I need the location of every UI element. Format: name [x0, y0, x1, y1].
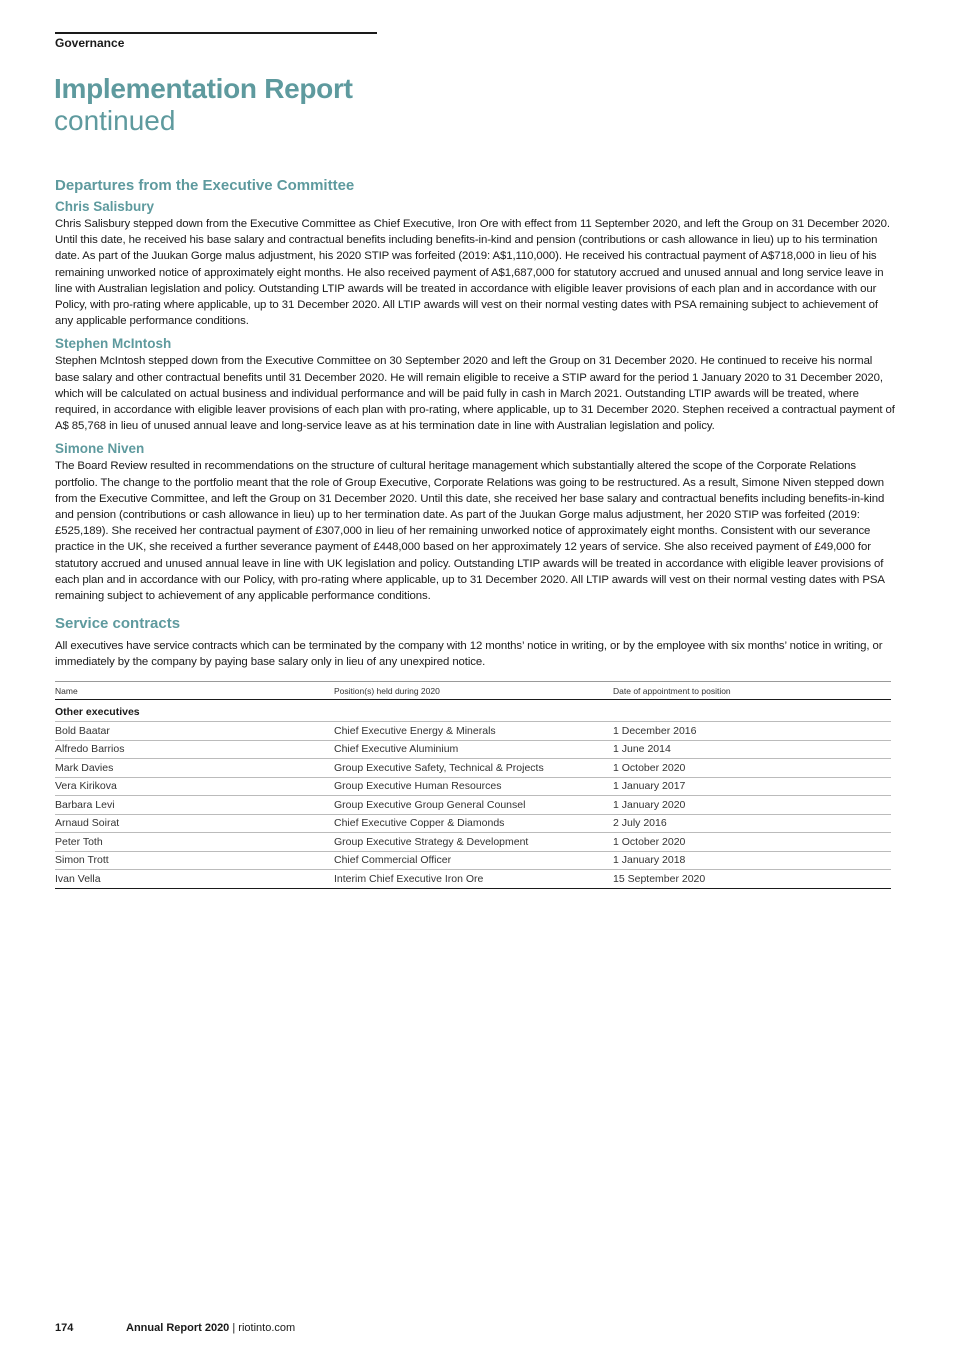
person-name: Stephen McIntosh: [55, 336, 172, 352]
footer-separator: |: [232, 1322, 236, 1334]
page-title: Implementation Report: [54, 73, 353, 104]
cell-position: Group Executive Human Resources: [334, 777, 613, 796]
cell-name: Barbara Levi: [55, 796, 334, 815]
executives-table: [55, 681, 891, 889]
cell-name: Mark Davies: [55, 759, 334, 778]
main-content: [55, 176, 895, 889]
cell-position: Group Executive Strategy & Development: [334, 833, 613, 852]
cell-position: Chief Executive Copper & Diamonds: [334, 814, 613, 833]
table-row: [55, 851, 891, 870]
cell-name: Arnaud Soirat: [55, 814, 334, 833]
table-row: [55, 722, 891, 741]
group-label: Other executives: [55, 699, 891, 722]
table-row: [55, 777, 891, 796]
column-header-position: Position(s) held during 2020: [334, 681, 613, 699]
person-text: The Board Review resulted in recommendations on the structure of cultural heritage management which substantially altered the scope of the Corporate Relations portfolio. The change to the portfolio meant that the role of Group Executive, Corporate Relations was going to be restructured. As a result, Simone Niven stepped down from the Executive Committee, and left the Group on 31 December 2020. Until this date, she received her base salary and contractual benefits including benefits-in-kind and pension (contributions or cash allowance in lieu) up to her termination date. As part of the Juukan Gorge malus adjustment, her 2020 STIP was forfeited (2019: £525,189). She received her contractual payment of £307,000 in lieu of her remaining unworked notice of approximately eight months. Consistent with our severance practice in the UK, she received a further severance payment of £448,000 based on her approximately 12 years of service. She also received payment of £49,000 for statutory accrued and unused annual leave in line with UK legislation and policy. Outstanding LTIP awards will be treated in accordance with eligible leaver provisions of each plan and in accordance with our Policy, with pro-rating where applicable, up to 31 December 2020. All LTIP awards will vest on their normal vesting dates with PSA remaining subject to achievement of any applicable performance conditions.: [55, 460, 885, 603]
cell-date: 1 December 2016: [613, 722, 891, 741]
cell-position: Group Executive Group General Counsel: [334, 796, 613, 815]
cell-date: 1 October 2020: [613, 759, 891, 778]
table-row: [55, 833, 891, 852]
column-header-date: Date of appointment to position: [613, 681, 891, 699]
cell-position: Group Executive Safety, Technical & Projects: [334, 759, 613, 778]
table-row: [55, 796, 891, 815]
cell-position: Chief Executive Aluminium: [334, 740, 613, 759]
person-name: Simone Niven: [55, 441, 145, 457]
person-text: Chris Salisbury stepped down from the Executive Committee as Chief Executive, Iron Ore with effect from 11 September 2020, and left the Group on 31 December 2020. Until this date, he received his base salary and contractual benefits including benefits-in-kind and pension (contributions or cash allowance in lieu) up to his termination date. As part of the Juukan Gorge malus adjustment, his 2020 STIP was forfeited (2019: A$1,110,000). He received his contractual payment of A$718,000 in lieu of his remaining unworked notice of approximately eight months. He also received payment of A$1,687,000 for statutory accrued and unused annual and long service leave in line with Australian legislation and policy. Outstanding LTIP awards will be treated in accordance with eligible leaver provisions of each plan and in accordance with our Policy, with pro-rating where applicable, up to 31 December 2020. All LTIP awards will vest on their normal vesting dates with PSA remaining subject to achievement of any applicable performance conditions.: [55, 218, 890, 328]
cell-date: 1 January 2018: [613, 851, 891, 870]
table-row: [55, 740, 891, 759]
table-row: [55, 814, 891, 833]
footer-site: riotinto.com: [238, 1322, 296, 1334]
page-footer: [55, 1322, 295, 1334]
table-header-row: [55, 681, 891, 699]
page-number: 174: [55, 1322, 74, 1334]
service-heading: Service contracts: [55, 615, 181, 633]
cell-date: 1 January 2017: [613, 777, 891, 796]
cell-date: 1 October 2020: [613, 833, 891, 852]
cell-name: Ivan Vella: [55, 870, 334, 889]
top-rule: [55, 32, 377, 34]
cell-date: 15 September 2020: [613, 870, 891, 889]
cell-name: Vera Kirikova: [55, 777, 334, 796]
cell-name: Alfredo Barrios: [55, 740, 334, 759]
person-name: Chris Salisbury: [55, 199, 155, 214]
person-text: Stephen McIntosh stepped down from the Executive Committee on 30 September 2020 and left the Group on 31 December 2020. He continued to receive his normal base salary and other contractual benefits until 31 December 2020. He will remain eligible to receive a STIP award for the period 1 January 2020 to 31 December 2020, which will be calculated on actual business and individual performance and will be paid fully in cash in March 2021. Outstanding LTIP awards will be treated, where required, in accordance with eligible leaver provisions of each plan with pro-rating, where applicable, up to 31 December 2020. Stephen received a contractual payment of A$ 85,768 in lieu of unused annual leave and long-service leave as at his termination date in line with Australian legislation and policy.: [55, 355, 895, 433]
table-group-row: [55, 699, 891, 722]
cell-position: Interim Chief Executive Iron Ore: [334, 870, 613, 889]
cell-position: Chief Commercial Officer: [334, 851, 613, 870]
table-row: [55, 759, 891, 778]
cell-date: 1 June 2014: [613, 740, 891, 759]
table-row: [55, 870, 891, 889]
page-subtitle: continued: [54, 105, 176, 136]
cell-date: 1 January 2020: [613, 796, 891, 815]
report-name: Annual Report 2020: [126, 1322, 230, 1334]
cell-name: Peter Toth: [55, 833, 334, 852]
section-label: Governance: [55, 36, 125, 50]
cell-date: 2 July 2016: [613, 814, 891, 833]
column-header-name: Name: [55, 681, 334, 699]
cell-name: Simon Trott: [55, 851, 334, 870]
departures-heading: Departures from the Executive Committee: [55, 177, 355, 194]
service-text: All executives have service contracts which can be terminated by the company with 12 months’ notice in writing, or by the employee with six months’ notice in writing, or immediately by the company by paying base salary only in lieu of any unexpired notice.: [55, 640, 883, 669]
cell-name: Bold Baatar: [55, 722, 334, 741]
cell-position: Chief Executive Energy & Minerals: [334, 722, 613, 741]
